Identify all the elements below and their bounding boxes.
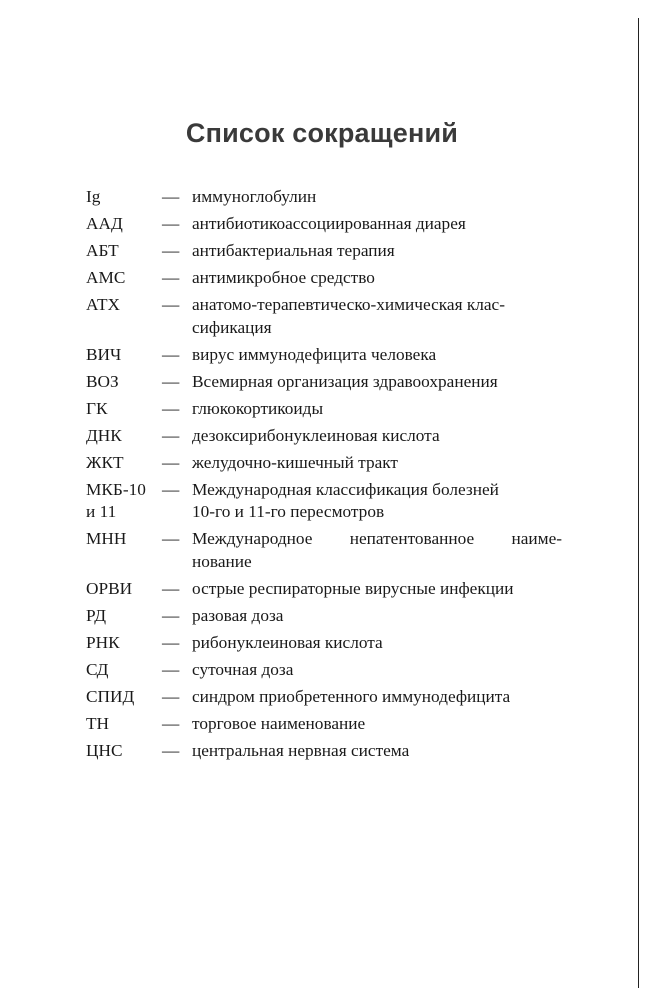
definition-line: Международное непатентованное наиме- [192,529,562,548]
abbreviation-definition: глюкокортикоиды [192,398,324,418]
abbreviation-term: АМС [86,268,126,287]
dash-separator: — [162,686,180,706]
dash-separator: — [162,578,180,598]
abbreviation-term: СД [86,659,109,679]
abbreviation-term: Ig [86,187,101,206]
abbreviation-definition: торговое наименование [192,713,366,733]
dash-separator: — [162,295,180,314]
list-item [86,479,562,524]
dash-separator: — [162,605,180,625]
list-item [86,267,562,290]
dash-separator: — [162,479,180,499]
abbreviation-term: ЦНС [86,740,123,760]
abbreviation-list [86,186,562,767]
list-item [86,344,562,367]
abbreviation-definition: Всемирная организация здравоохранения [192,371,498,391]
dash-separator: — [162,632,180,652]
definition-line: анатомо-терапевтическо-химическая клас- [192,295,505,314]
list-item [86,371,562,394]
list-item [86,740,562,763]
abbreviation-term: РД [86,605,107,625]
list-item [86,425,562,448]
list-item [86,452,562,475]
abbreviation-term: ААД [86,214,123,233]
dash-separator: — [162,214,180,233]
abbreviation-term: АТХ [86,295,120,314]
abbreviation-definition: разовая доза [192,605,284,625]
dash-separator: — [162,659,180,679]
abbreviation-definition: желудочно-кишечный тракт [192,452,398,472]
dash-separator: — [162,344,180,364]
abbreviation-term [86,479,162,524]
abbreviation-term: МНН [86,529,127,548]
definition-line: сификация [192,317,272,337]
dash-separator: — [162,740,180,760]
list-item [86,398,562,421]
list-item [86,528,562,573]
definition-line: Международная классификация болезней [192,479,499,499]
dash-separator: — [162,713,180,733]
definition-line: 10-го и 11-го пересмотров [192,502,385,521]
abbreviation-definition: антибактериальная терапия [192,241,395,260]
list-item [86,213,562,236]
dash-separator: — [162,452,180,472]
list-item [86,632,562,655]
abbreviation-definition: суточная доза [192,659,294,679]
term-line: МКБ-10 [86,479,146,499]
abbreviation-term: СПИД [86,686,135,706]
abbreviation-term: РНК [86,632,120,652]
abbreviation-definition [192,294,562,339]
list-item [86,605,562,628]
page-title: Список сокращений [185,118,459,148]
abbreviation-definition: антибиотикоассоциированная диарея [192,214,466,233]
abbreviation-definition: синдром приобретенного иммунодефицита [192,686,511,706]
list-item [86,686,562,709]
definition-line: нование [192,551,252,571]
abbreviation-term: ДНК [86,425,122,445]
dash-separator: — [162,371,180,391]
abbreviation-definition: центральная нервная система [192,740,410,760]
abbreviation-term: АБТ [86,241,119,260]
abbreviation-term: ВИЧ [86,344,122,364]
list-item [86,294,562,339]
list-item [86,240,562,263]
dash-separator: — [162,241,180,260]
abbreviation-term: ГК [86,398,108,418]
dash-separator: — [162,425,180,445]
abbreviation-definition [192,479,562,524]
abbreviation-term: ТН [86,713,110,733]
abbreviation-definition: дезоксирибонуклеиновая кислота [192,425,440,445]
list-item [86,713,562,736]
abbreviation-definition: иммуноглобулин [192,187,317,206]
abbreviation-definition [192,528,562,573]
dash-separator: — [162,268,180,287]
abbreviation-term: ЖКТ [86,452,124,472]
dash-separator: — [162,398,180,418]
abbreviation-definition: острые респираторные вирусные инфекции [192,578,514,598]
abbreviation-definition: вирус иммунодефицита человека [192,344,437,364]
abbreviation-definition: рибонуклеиновая кислота [192,632,383,652]
list-item [86,659,562,682]
dash-separator: — [162,187,180,206]
abbreviation-definition: антимикробное средство [192,268,375,287]
list-item [86,186,562,209]
dash-separator: — [162,529,180,548]
abbreviation-term: ВОЗ [86,371,119,391]
list-item [86,578,562,601]
term-line: и 11 [86,502,117,521]
abbreviation-term: ОРВИ [86,578,133,598]
page-edge-line [638,18,639,988]
